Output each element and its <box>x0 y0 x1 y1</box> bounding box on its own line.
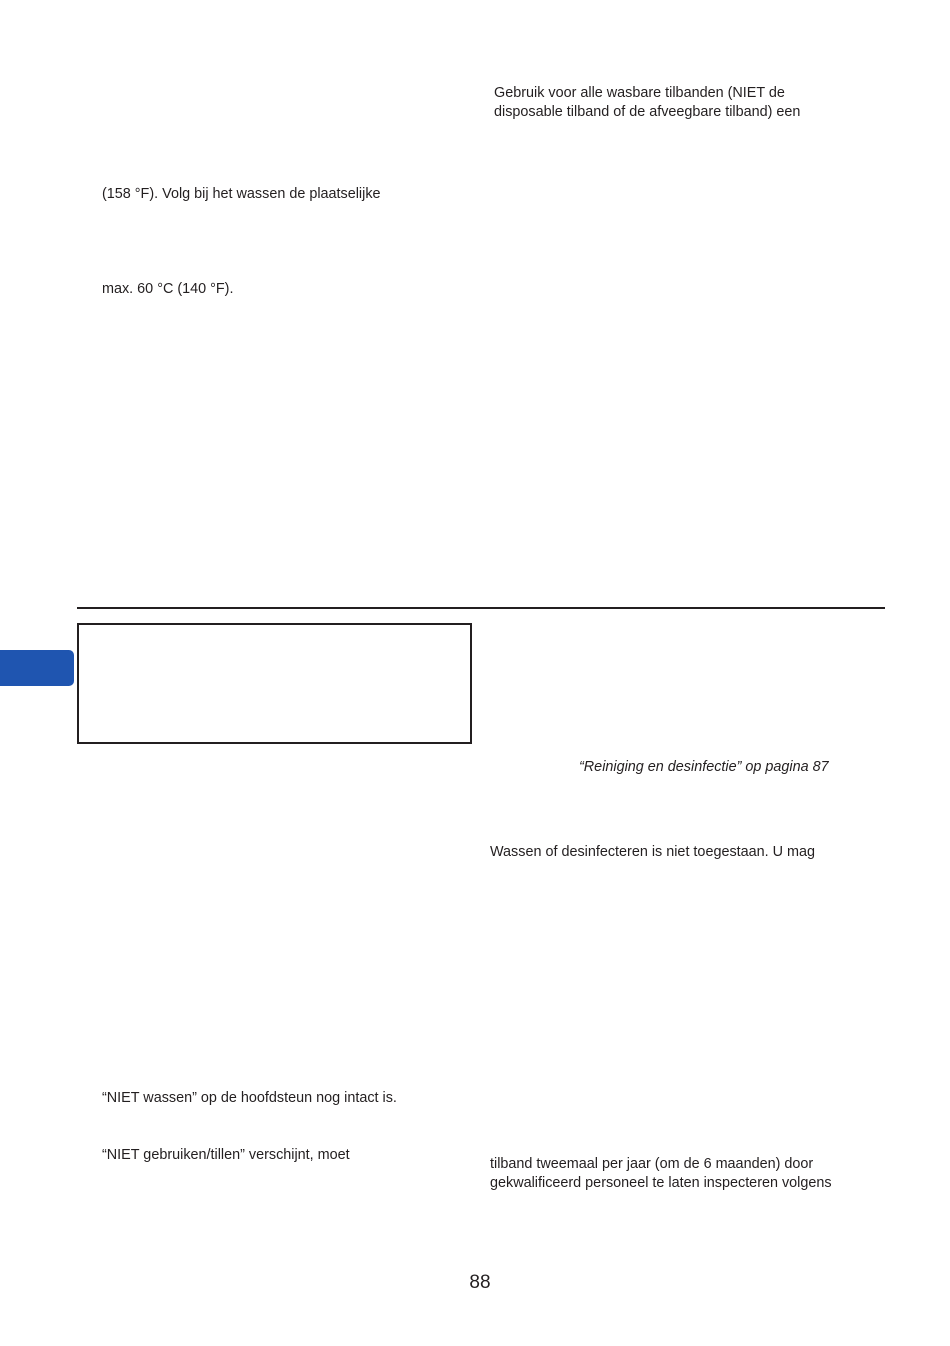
section-tab <box>0 650 74 686</box>
section-divider <box>77 607 885 609</box>
inspection-text-line-1: tilband tweemaal per jaar (om de 6 maanden) door <box>490 1156 814 1172</box>
label-use-text: “NIET gebruiken/tillen” verschijnt, moet <box>102 1147 350 1163</box>
page-number: 88 <box>469 1272 491 1293</box>
label-wash-text: “NIET wassen” op de hoofdsteun nog intact is. <box>102 1090 397 1106</box>
inspection-text-line-2: gekwalificeerd personeel te laten inspecteren volgens <box>490 1175 832 1191</box>
intro-text-line-2: disposable tilband of de afveegbare tilband) een <box>494 104 801 120</box>
cross-reference-link[interactable]: “Reiniging en desinfectie” op pagina 87 <box>579 759 829 775</box>
max-temperature-text: max. 60 °C (140 °F). <box>102 281 234 297</box>
empty-notice-box <box>77 623 472 744</box>
wash-note-text: Wassen of desinfecteren is niet toegestaan. U mag <box>490 844 816 860</box>
intro-text-line-1: Gebruik voor alle wasbare tilbanden (NIET de <box>494 85 785 101</box>
temperature-text: (158 °F). Volg bij het wassen de plaatselijke <box>102 186 381 202</box>
